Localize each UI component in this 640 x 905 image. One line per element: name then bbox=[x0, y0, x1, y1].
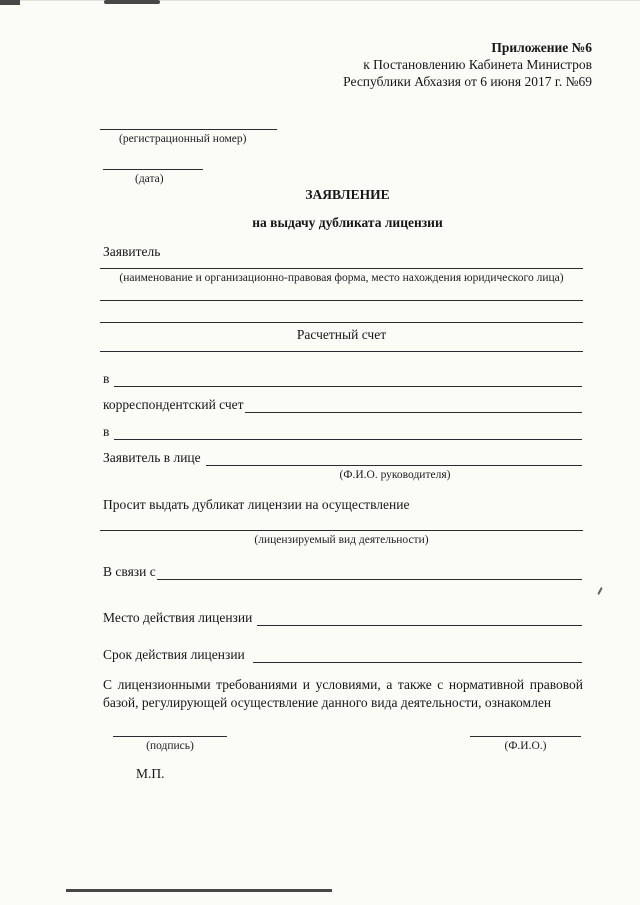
applicant-fill-line-2 bbox=[100, 300, 583, 301]
fio-line bbox=[470, 736, 581, 737]
appendix-republic-line: Республики Абхазия от 6 июня 2017 г. №69 bbox=[343, 74, 592, 89]
appendix-header bbox=[343, 39, 592, 90]
corr-account-fill-line bbox=[245, 398, 582, 413]
applicant-fill-line bbox=[100, 268, 583, 269]
document-title: ЗАЯВЛЕНИЕ bbox=[305, 187, 390, 202]
applicant-in-person-fill-line bbox=[206, 451, 582, 466]
scan-edge-top bbox=[0, 0, 640, 1]
account-fill-line-top bbox=[100, 322, 583, 323]
signature-caption: (подпись) bbox=[146, 740, 194, 752]
due-to-row bbox=[103, 564, 582, 580]
corr-account-row bbox=[103, 397, 582, 413]
scan-artifact-top bbox=[104, 0, 160, 4]
date-line bbox=[103, 169, 203, 170]
activity-fill-line bbox=[100, 530, 583, 531]
license-place-fill-line bbox=[257, 611, 582, 626]
applicant-caption: (наименование и организационно-правовая форма, место нахождения юридического лица) bbox=[119, 272, 564, 284]
license-place-row bbox=[103, 610, 582, 626]
date-caption: (дата) bbox=[135, 173, 164, 185]
registration-number-caption: (регистрационный номер) bbox=[119, 133, 247, 145]
due-to-fill-line bbox=[157, 565, 582, 580]
scan-artifact-top-left bbox=[0, 0, 20, 5]
bank-fill-line-2 bbox=[114, 425, 582, 440]
fio-caption: (Ф.И.О.) bbox=[504, 740, 547, 752]
corr-account-label: корреспондентский счет bbox=[103, 397, 244, 412]
bank-row-2 bbox=[103, 424, 582, 440]
acknowledgement-paragraph: С лицензионными требованиями и условиями, а также с нормативной правовой базой, регулирующей осуществление данного вида деятельности, ознакомлен bbox=[103, 677, 583, 710]
document-subtitle: на выдачу дубликата лицензии bbox=[252, 215, 443, 230]
license-term-fill-line bbox=[253, 648, 582, 663]
license-term-row bbox=[103, 647, 582, 663]
request-text: Просит выдать дубликат лицензии на осуществление bbox=[103, 497, 410, 512]
applicant-in-person-row bbox=[103, 450, 582, 466]
stamp-label: М.П. bbox=[136, 766, 165, 781]
license-place-label: Место действия лицензии bbox=[103, 610, 253, 625]
due-to-label: В связи с bbox=[103, 564, 156, 579]
settlement-account-label: Расчетный счет bbox=[296, 327, 387, 342]
bank-fill-line-1 bbox=[114, 372, 582, 387]
in-label-2: в bbox=[103, 424, 110, 439]
license-term-label: Срок действия лицензии bbox=[103, 647, 245, 662]
scan-artifact-tick bbox=[597, 587, 603, 595]
applicant-label: Заявитель bbox=[103, 244, 161, 259]
in-label-1: в bbox=[103, 371, 110, 386]
appendix-resolution-line: к Постановлению Кабинета Министров bbox=[363, 57, 592, 72]
bank-row-1 bbox=[103, 371, 582, 387]
appendix-title: Приложение №6 bbox=[491, 40, 592, 55]
account-fill-line-bottom bbox=[100, 351, 583, 352]
activity-caption: (лицензируемый вид деятельности) bbox=[254, 534, 429, 546]
head-fio-caption: (Ф.И.О. руководителя) bbox=[339, 469, 451, 481]
scan-artifact-bottom bbox=[66, 889, 332, 892]
signature-line bbox=[113, 736, 227, 737]
applicant-in-person-label: Заявитель в лице bbox=[103, 450, 201, 465]
registration-number-line bbox=[100, 129, 277, 130]
